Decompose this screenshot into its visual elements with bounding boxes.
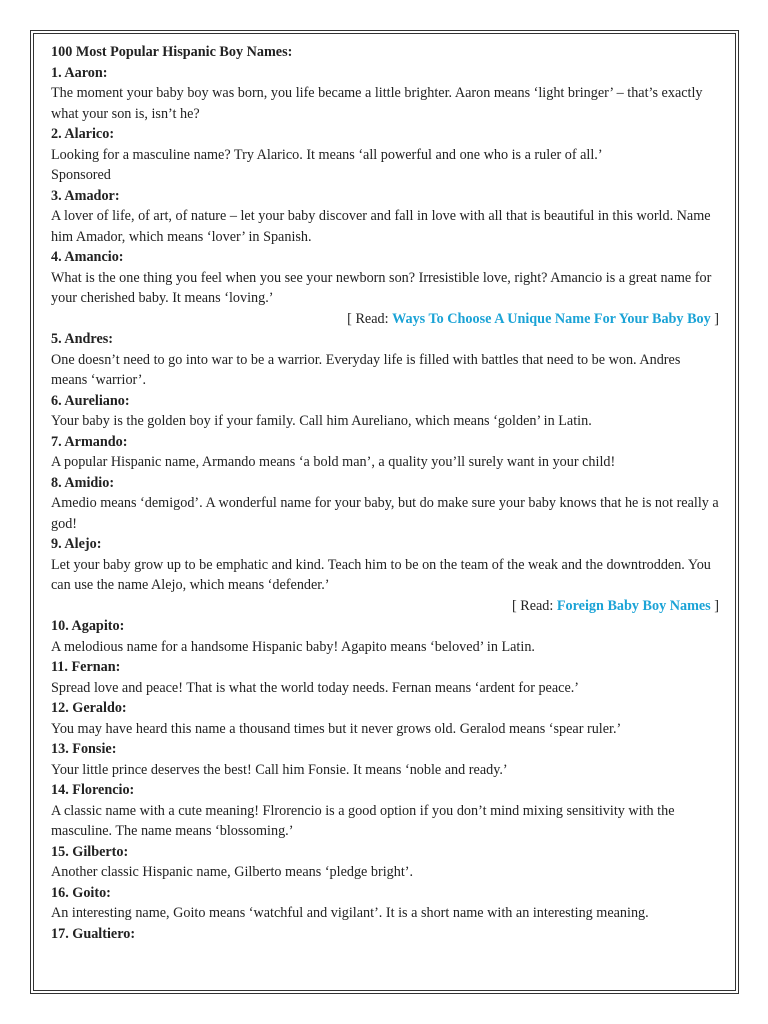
entry-title: 11. Fernan:: [51, 659, 121, 675]
entry-title: 10. Agapito:: [51, 618, 125, 634]
read-suffix: ]: [710, 310, 719, 327]
entry-text: Amedio means ‘demigod’. A wonderful name for your baby, but do make sure your baby knows that he is not really a god!: [51, 495, 719, 532]
entry: [51, 473, 719, 535]
entry-text: The moment your baby boy was born, you life became a little brighter. Aaron means ‘light bringer’ – that’s exactly what your son is, isn’t he?: [51, 85, 703, 122]
entry-text: Another classic Hispanic name, Gilberto means ‘pledge bright’.: [51, 864, 414, 880]
entry: [51, 924, 719, 945]
entry: [51, 63, 719, 125]
entry-title: 14. Florencio:: [51, 782, 135, 798]
entry-text: You may have heard this name a thousand times but it never grows old. Geralod means ‘spear ruler.’: [51, 720, 622, 737]
read-more-link[interactable]: Foreign Baby Boy Names: [556, 597, 711, 614]
entry-title: 5. Andres:: [51, 331, 114, 347]
entry-text: Looking for a masculine name? Try Alarico. It means ‘all powerful and one who is a ruler of all.’: [51, 146, 603, 163]
entry-text: A melodious name for a handsome Hispanic baby! Agapito means ‘beloved’ in Latin.: [51, 638, 535, 655]
entry-text: Let your baby grow up to be emphatic and kind. Teach him to be on the team of the weak and the downtrodden. You can use the name Alejo, which means ‘defender.’: [51, 556, 711, 593]
entry-title: 4. Amancio:: [51, 249, 124, 265]
entry-title: 1. Aaron:: [51, 64, 108, 81]
entry: [51, 739, 719, 780]
entry-title: 6. Aureliano:: [51, 392, 130, 409]
entry-title: 8. Amidio:: [51, 474, 115, 491]
entry-title: 17. Gualtiero:: [51, 925, 136, 942]
entry: [51, 247, 719, 309]
entry-title: 15. Gilberto:: [51, 843, 129, 860]
entry: [51, 883, 719, 924]
entry-title: 2. Alarico:: [51, 126, 115, 142]
entry: [51, 534, 719, 596]
entry-text: An interesting name, Goito means ‘watchful and vigilant’. It is a short name with an interesting meaning.: [51, 905, 649, 921]
entry-text: What is the one thing you feel when you see your newborn son? Irresistible love, right? Amancio is a great name for your cherished baby. It means ‘loving.’: [51, 269, 712, 306]
entry-title: 13. Fonsie:: [51, 741, 117, 757]
read-more-line: [51, 309, 719, 330]
entry-text: A popular Hispanic name, Armando means ‘a bold man’, a quality you’ll surely want in your child!: [51, 454, 616, 470]
entry-text: A lover of life, of art, of nature – let your baby discover and fall in love with all that is beautiful in this world. Name him Amador, which means ‘lover’ in Spanish.: [51, 208, 711, 245]
entry: [51, 698, 719, 739]
entry: [51, 780, 719, 842]
entry-title: 16. Goito:: [51, 884, 111, 901]
entry: [51, 616, 719, 657]
entry: [51, 657, 719, 698]
document-title: 100 Most Popular Hispanic Boy Names:: [51, 44, 293, 60]
entry: [51, 124, 719, 186]
read-more-line: [51, 596, 719, 617]
entry: [51, 391, 719, 432]
sponsored-label: Sponsored: [51, 167, 111, 183]
entry-text: Spread love and peace! That is what the world today needs. Fernan means ‘ardent for peace.’: [51, 679, 580, 696]
entry-title: 9. Alejo:: [51, 536, 102, 552]
entry: [51, 186, 719, 248]
document-body: [51, 42, 719, 944]
entry-text: One doesn’t need to go into war to be a warrior. Everyday life is filled with battles that need to be won. Andres means ‘warrior’.: [51, 351, 681, 388]
read-more-link[interactable]: Ways To Choose A Unique Name For Your Baby Boy: [392, 310, 711, 327]
entry-title: 3. Amador:: [51, 187, 120, 204]
entry-title: 7. Armando:: [51, 433, 128, 450]
entry: [51, 842, 719, 883]
read-prefix: [ Read:: [511, 597, 557, 614]
read-suffix: ]: [710, 597, 719, 614]
entry: [51, 329, 719, 391]
read-prefix: [ Read:: [347, 310, 393, 327]
entry-title: 12. Geraldo:: [51, 700, 127, 716]
entry-text: Your little prince deserves the best! Call him Fonsie. It means ‘noble and ready.’: [51, 761, 508, 778]
entry-text: A classic name with a cute meaning! Flrorencio is a good option if you don’t mind mixing sensitivity with the masculine. The name means ‘blossoming.’: [51, 802, 675, 839]
entry-text: Your baby is the golden boy if your family. Call him Aureliano, which means ‘golden’ in Latin.: [51, 413, 592, 429]
entry: [51, 432, 719, 473]
